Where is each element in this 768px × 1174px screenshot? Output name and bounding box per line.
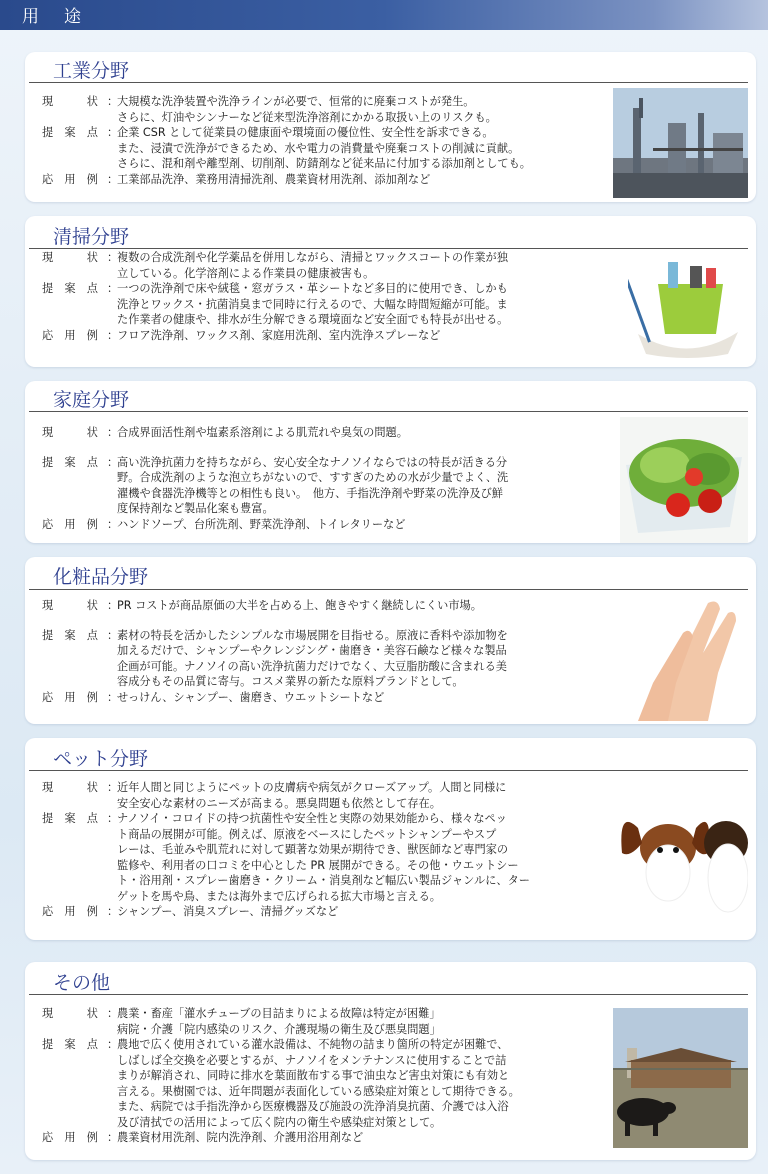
text-line: 容成分もその品質に寄与。コスメ業界の新たな原料ブランドとして。 bbox=[117, 675, 464, 688]
section-rows bbox=[42, 1006, 611, 1146]
row-current bbox=[42, 1006, 611, 1037]
hands-photo bbox=[638, 593, 748, 721]
text-line: 濯機や食器洗浄機等との相性も良い。 他方、手指洗浄剤や野菜の洗浄及び鮮 bbox=[117, 486, 503, 500]
section-title: 家庭分野 bbox=[53, 389, 130, 411]
row-label-application: 応 用 例 bbox=[42, 517, 98, 531]
row-body-current bbox=[117, 598, 611, 614]
section-rows bbox=[42, 250, 611, 343]
text-line: 立している。化学溶剤による作業員の健康被害も。 bbox=[117, 266, 375, 280]
text-line: しばしば全交換を必要とするが、ナノソイをメンテナンスに使用することで詰 bbox=[117, 1053, 507, 1067]
row-colon: ： bbox=[107, 690, 119, 704]
row-colon: ： bbox=[107, 781, 119, 794]
row-body-application bbox=[117, 517, 611, 533]
section-rows bbox=[42, 94, 611, 187]
cleaning-bucket-photo bbox=[628, 254, 748, 362]
section-divider bbox=[29, 770, 748, 771]
text-line: また、浸漬で洗浄ができるため、水や電力の消費量や廃棄コストの削減に貢献。 bbox=[117, 141, 520, 155]
row-colon: ： bbox=[107, 455, 119, 469]
text-line: ナノソイ・コロイドの持つ抗菌性や安全性と実際の効果効能から、様々なペッ bbox=[117, 812, 507, 825]
row-label-application: 応 用 例 bbox=[42, 1131, 98, 1144]
page-title: 用 途 bbox=[22, 7, 85, 27]
text-line: 洗浄とワックス・抗菌消臭まで同時に行えるので、大幅な時間短縮が可能。ま bbox=[117, 297, 508, 311]
section-rows bbox=[42, 598, 611, 705]
row-body-proposal bbox=[117, 125, 611, 172]
text-line: 及び清拭での活用によって広く院内の衛生や感染症対策として。 bbox=[117, 1115, 442, 1129]
row-body-proposal bbox=[117, 455, 611, 517]
row-current bbox=[42, 94, 611, 125]
text-line: 素材の特長を活かしたシンプルな市場展開を目指せる。原液に香料や添加物を bbox=[117, 628, 508, 642]
row-label-current: 現 状 bbox=[42, 95, 98, 108]
row-label-proposal: 提 案 点 bbox=[42, 1038, 98, 1051]
row-colon: ： bbox=[107, 1007, 119, 1020]
text-line: PR コストが商品原価の大半を占める上、飽きやすく継続しにくい市場。 bbox=[117, 599, 482, 612]
text-line: ト商品の展開が可能。例えば、原液をベースにしたペットシャンプーやスプ bbox=[117, 827, 497, 841]
section-rows bbox=[42, 425, 611, 532]
row-application bbox=[42, 172, 611, 188]
row-label-proposal: 提 案 点 bbox=[42, 628, 98, 642]
row-colon: ： bbox=[107, 426, 119, 439]
text-line: 病院・介護「院内感染のリスク、介護現場の衛生及び悪臭問題」 bbox=[117, 1022, 441, 1036]
section-rows bbox=[42, 780, 611, 920]
row-colon: ： bbox=[107, 172, 119, 186]
row-current bbox=[42, 598, 611, 614]
text-line: 企業 CSR として従業員の健康面や環境面の優位性、安全性を訴求できる。 bbox=[117, 126, 494, 139]
row-proposal bbox=[42, 811, 611, 904]
row-proposal bbox=[42, 455, 611, 517]
text-line: 農地で広く使用されている灌水設備は、不純物の詰まり箇所の特定が困難で、 bbox=[117, 1038, 509, 1051]
row-body-application bbox=[117, 328, 611, 344]
row-body-current bbox=[117, 780, 611, 811]
section-card bbox=[25, 52, 756, 202]
text-line: 大規模な洗浄装置や洗浄ラインが必要で、恒常的に廃棄コストが発生。 bbox=[117, 95, 475, 108]
row-body-proposal bbox=[117, 628, 611, 690]
row-label-proposal: 提 案 点 bbox=[42, 282, 98, 295]
row-colon: ： bbox=[107, 328, 119, 342]
row-body-application bbox=[117, 1130, 611, 1146]
section-divider bbox=[29, 994, 748, 995]
text-line: レーは、毛並みや肌荒れに対して顕著な効果が期待でき、獣医師など専門家の bbox=[117, 843, 509, 856]
row-colon: ： bbox=[107, 282, 119, 295]
section-card bbox=[25, 216, 756, 367]
row-colon: ： bbox=[107, 812, 119, 825]
row-colon: ： bbox=[107, 599, 119, 612]
text-line: 安全安心な素材のニーズが高まる。悪臭問題も依然として存在。 bbox=[117, 796, 441, 810]
row-label-proposal: 提 案 点 bbox=[42, 126, 98, 139]
row-application bbox=[42, 690, 611, 706]
row-application bbox=[42, 1130, 611, 1146]
row-label-current: 現 状 bbox=[42, 251, 98, 264]
row-body-current bbox=[117, 250, 611, 281]
text-line: シャンプー、消臭スプレー、清掃グッズなど bbox=[117, 905, 339, 918]
text-line: 農業・畜産「灌水チューブの目詰まりによる故障は特定が困難」 bbox=[117, 1007, 441, 1020]
section-divider bbox=[29, 82, 748, 83]
text-line: 工業部品洗浄、業務用清掃洗剤、農業資材用洗剤、添加剤など bbox=[117, 172, 431, 186]
text-line: 一つの洗浄剤で床や絨毯・窓ガラス・革シートなど多目的に使用でき、しかも bbox=[117, 282, 508, 295]
row-current bbox=[42, 425, 611, 441]
row-label-proposal: 提 案 点 bbox=[42, 812, 98, 825]
row-body-proposal bbox=[117, 1037, 611, 1130]
text-line: 複数の合成洗剤や化学薬品を併用しながら、清掃とワックスコートの作業が独 bbox=[117, 251, 508, 264]
row-label-application: 応 用 例 bbox=[42, 690, 98, 704]
text-line: 企画が可能。ナノソイの高い洗浄抗菌力だけでなく、大豆脂肪酸に含まれる美 bbox=[117, 659, 507, 673]
text-line: 近年人間と同じようにペットの皮膚病や病気がクローズアップ。人間と同様に bbox=[117, 781, 507, 794]
row-colon: ： bbox=[107, 1131, 119, 1144]
text-line: また、病院では手指洗浄から医療機器及び施設の洗浄消臭抗菌、介護では入浴 bbox=[117, 1100, 509, 1113]
row-proposal bbox=[42, 281, 611, 328]
row-body-current bbox=[117, 94, 611, 125]
row-label-application: 応 用 例 bbox=[42, 328, 98, 342]
section-card bbox=[25, 738, 756, 940]
row-colon: ： bbox=[107, 628, 119, 642]
section-divider bbox=[29, 411, 748, 412]
row-label-current: 現 状 bbox=[42, 599, 98, 612]
section-card bbox=[25, 962, 756, 1160]
section-card bbox=[25, 557, 756, 724]
row-current bbox=[42, 250, 611, 281]
row-colon: ： bbox=[107, 95, 119, 108]
row-label-proposal: 提 案 点 bbox=[42, 455, 98, 469]
row-body-application bbox=[117, 904, 611, 920]
section-divider bbox=[29, 589, 748, 590]
row-label-application: 応 用 例 bbox=[42, 905, 98, 918]
section-title: 化粧品分野 bbox=[53, 566, 149, 588]
text-line: 言える。果樹園では、近年問題が表面化している感染症対策として期待できる。 bbox=[117, 1084, 520, 1098]
row-body-current bbox=[117, 1006, 611, 1037]
row-label-application: 応 用 例 bbox=[42, 172, 98, 186]
row-label-current: 現 状 bbox=[42, 426, 98, 439]
text-line: ゲットを馬や鳥、または海外まで広げられる拡大市場と言える。 bbox=[117, 889, 441, 903]
text-line: 高い洗浄抗菌力を持ちながら、安心安全なナノソイならではの特長が活きる分 bbox=[117, 455, 508, 469]
row-colon: ： bbox=[107, 905, 119, 918]
text-line: さらに、灯油やシンナーなど従来型洗浄溶剤にかかる取扱い上のリスクも。 bbox=[117, 110, 497, 124]
text-line: ト・浴用剤・スプレー歯磨き・クリーム・消臭剤など幅広い製品ジャンルに、ター bbox=[117, 874, 530, 887]
row-colon: ： bbox=[107, 517, 119, 531]
farm-cow-photo bbox=[613, 1008, 748, 1148]
row-colon: ： bbox=[107, 251, 119, 264]
text-line: 度保持剤など製品化案も豊富。 bbox=[117, 502, 274, 515]
section-card bbox=[25, 381, 756, 543]
row-body-proposal bbox=[117, 281, 611, 328]
section-divider bbox=[29, 248, 748, 249]
text-line: フロア洗浄剤、ワックス剤、家庭用洗剤、室内洗浄スプレーなど bbox=[117, 328, 441, 342]
text-line: 野。合成洗剤のような泡立ちがないので、すすぎのための水が少量でよく、洗 bbox=[117, 471, 509, 484]
text-line: せっけん、シャンプー、歯磨き、ウエットシートなど bbox=[117, 690, 385, 704]
pet-dogs-photo bbox=[608, 798, 748, 928]
row-body-proposal bbox=[117, 811, 611, 904]
text-line: 合成界面活性剤や塩素系溶剤による肌荒れや臭気の問題。 bbox=[117, 426, 408, 439]
header-bar bbox=[0, 0, 768, 30]
section-title: ペット分野 bbox=[53, 748, 149, 770]
row-body-current bbox=[117, 425, 611, 441]
row-label-current: 現 状 bbox=[42, 1007, 98, 1020]
row-proposal bbox=[42, 125, 611, 172]
section-title: 工業分野 bbox=[53, 60, 130, 82]
text-line: ハンドソープ、台所洗剤、野菜洗浄剤、トイレタリーなど bbox=[117, 517, 406, 531]
salad-bowl-photo bbox=[620, 417, 748, 543]
row-body-application bbox=[117, 690, 611, 706]
text-line: た作業者の健康や、排水が生分解できる環境面など安全面でも特長が出せる。 bbox=[117, 313, 509, 326]
section-title: その他 bbox=[53, 972, 111, 994]
section-title: 清掃分野 bbox=[53, 226, 130, 248]
row-proposal bbox=[42, 628, 611, 690]
text-line: 監修や、利用者の口コミを中心とした PR 展開ができる。その他・ウエットシー bbox=[117, 858, 519, 872]
row-application bbox=[42, 517, 611, 533]
factory-photo bbox=[613, 88, 748, 198]
row-label-current: 現 状 bbox=[42, 781, 98, 794]
row-application bbox=[42, 328, 611, 344]
text-line: 農業資材用洗剤、院内洗浄剤、介護用浴用剤など bbox=[117, 1131, 364, 1144]
text-line: さらに、混和剤や離型剤、切削剤、防錆剤など従来品に付加する添加剤としても。 bbox=[117, 157, 531, 170]
text-line: まりが解消され、同時に排水を葉面散布する事で油虫など害虫対策にも有効と bbox=[117, 1069, 510, 1082]
row-colon: ： bbox=[107, 1038, 119, 1051]
row-proposal bbox=[42, 1037, 611, 1130]
row-colon: ： bbox=[107, 126, 119, 139]
row-current bbox=[42, 780, 611, 811]
row-application bbox=[42, 904, 611, 920]
row-body-application bbox=[117, 172, 611, 188]
text-line: 加えるだけで、シャンプーやクレンジング・歯磨き・美容石鹸など様々な製品 bbox=[117, 644, 507, 657]
